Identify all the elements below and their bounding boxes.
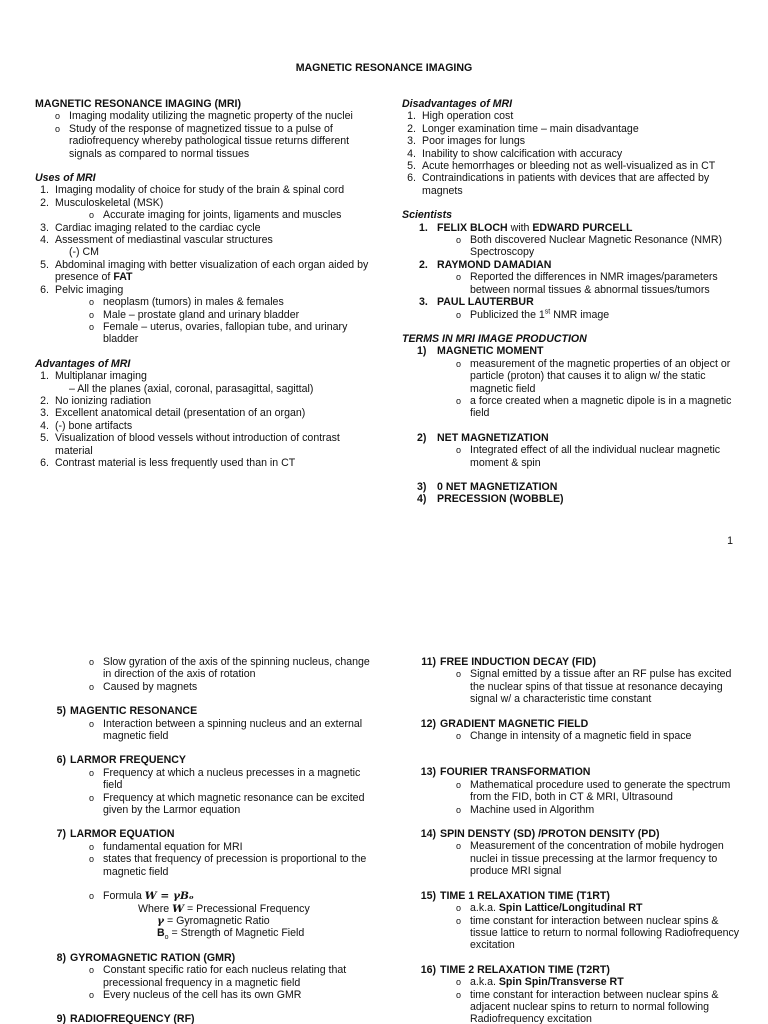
- scientist-2: 2. RAYMOND DAMADIAN: [419, 258, 552, 271]
- page-number: 1: [727, 535, 733, 547]
- larmor-formula: o Formula W = γBₒ: [89, 890, 194, 903]
- term-6: 6) LARMOR FREQUENCY: [56, 754, 186, 767]
- advantages-item: 5. Visualization of blood vessels without introduction of contrast material: [40, 432, 340, 457]
- term-note: o a force created when a magnetic dipole is in a magnetic field: [456, 394, 732, 420]
- uses-sub-bullet: o Accurate imaging for joints, ligaments and muscles: [89, 209, 342, 222]
- advantages-item: 3. Excellent anatomical detail (presentation of an organ): [40, 407, 306, 420]
- page2-left-column: [35, 656, 375, 1024]
- uses-item: 3. Cardiac imaging related to the cardiac cycle: [40, 221, 261, 234]
- formula-where-b: $B_o$ = Strength of Magnetic Field: [157, 927, 305, 942]
- term-note: o Frequency at which magnetic resonance can be excited given by the Larmor equation: [89, 791, 365, 817]
- term-note: o Interaction between a spinning nucleus and an external magnetic field: [89, 717, 363, 743]
- term-note: o Measurement of the concentration of mobile hydrogen nuclei in tissue precessing at the larmor frequency to produce MRI signal: [456, 840, 724, 878]
- term-note: o Integrated effect of all the individual nuclear magnetic moment & spin: [456, 444, 721, 469]
- term-16: 16) TIME 2 RELAXATION TIME (T2RT): [420, 963, 610, 976]
- advantages-item: 2. No ionizing radiation: [40, 394, 151, 407]
- term-8: 8) GYROMAGNETIC RATION (GMR): [56, 951, 236, 964]
- uses-sub-bullet: o Male – prostate gland and urinary bladder: [89, 308, 300, 321]
- advantages-planes-note: – All the planes (axial, coronal, parasagittal, sagittal): [69, 382, 314, 395]
- term-note: o Mathematical procedure used to generate the spectrum from the FID, both in CT & MRI, Ultrasound: [456, 778, 731, 804]
- formula-where-gamma: γ = Gyromagnetic Ratio: [157, 914, 270, 927]
- scientist-note: o Publicized the 1st NMR image: [456, 307, 610, 321]
- term-note: o measurement of the magnetic properties of an object or particle (proton) that causes it to align w/ the static magnetic field: [456, 357, 731, 395]
- term-note: o Change in intensity of a magnetic field in space: [456, 730, 692, 743]
- document-page-2: [0, 608, 768, 1024]
- scientist-note: o Reported the differences in NMR images/parameters between normal tissues & abnormal tissues/tumors: [456, 271, 718, 296]
- term-1: 1) MAGNETIC MOMENT: [417, 345, 544, 358]
- term-note: o a.k.a. Spin Lattice/Longitudinal RT: [456, 902, 643, 915]
- disadvantages-item: 2. Longer examination time – main disadvantage: [407, 122, 639, 135]
- advantages-heading: Advantages of MRI: [35, 357, 131, 370]
- term-note: o fundamental equation for MRI: [89, 840, 243, 853]
- uses-sub-bullet: o Female – uterus, ovaries, fallopian tube, and urinary bladder: [89, 320, 348, 346]
- term-note: o Every nucleus of the cell has its own GMR: [89, 988, 302, 1001]
- precession-note: o Slow gyration of the axis of the spinning nucleus, change in direction of the axis of rotation: [89, 656, 370, 681]
- page-gap: [0, 548, 768, 608]
- uses-item: 2. Musculoskeletal (MSK): [40, 196, 164, 209]
- term-3: 3) 0 NET MAGNETIZATION: [417, 480, 558, 493]
- uses-item: 1. Imaging modality of choice for study of the brain & spinal cord: [40, 184, 345, 197]
- right-column: [402, 98, 748, 506]
- formula-where-w: Where W = Precessional Frequency: [138, 902, 310, 915]
- term-note: o states that frequency of precession is proportional to the magnetic field: [89, 853, 367, 878]
- mri-bullet: o Study of the response of magnetized tissue to a pulse of radiofrequency whereby pathological tissue returns different signals as compared to normal tissues: [55, 122, 350, 160]
- mri-heading: MAGNETIC RESONANCE IMAGING (MRI): [35, 98, 241, 110]
- scientist-3: 3. PAUL LAUTERBUR: [419, 296, 534, 309]
- term-note: o Frequency at which a nucleus precesses in a magnetic field: [89, 766, 361, 792]
- left-column: [35, 98, 375, 469]
- term-note: o time constant for interaction between nuclear spins & tissue lattice to return to normal following Radiofrequency excitation: [456, 914, 740, 952]
- term-note: o Constant specific ratio for each nucleus relating that precessional frequency in a magnetic field: [89, 964, 347, 989]
- term-12: 12) GRADIENT MAGNETIC FIELD: [420, 717, 589, 730]
- term-13: 13) FOURIER TRANSFORMATION: [420, 766, 591, 779]
- term-note: o Machine used in Algorithm: [456, 803, 595, 816]
- uses-cm-note: (-) CM: [69, 246, 100, 259]
- disadvantages-item: 3. Poor images for lungs: [407, 135, 526, 148]
- scientist-note: o Both discovered Nuclear Magnetic Resonance (NMR) Spectroscopy: [456, 234, 723, 259]
- term-2: 2) NET MAGNETIZATION: [417, 431, 549, 444]
- disadvantages-heading: Disadvantages of MRI: [402, 98, 513, 110]
- uses-item: 5. Abdominal imaging with better visualization of each organ aided by presence of FAT: [40, 258, 369, 284]
- uses-item: 6. Pelvic imaging: [40, 283, 124, 296]
- document-title: MAGNETIC RESONANCE IMAGING: [295, 62, 473, 74]
- term-4: 4) PRECESSION (WOBBLE): [417, 493, 564, 506]
- mri-bullet: o Imaging modality utilizing the magnetic property of the nuclei: [55, 110, 353, 123]
- terms-heading: TERMS IN MRI IMAGE PRODUCTION: [402, 332, 587, 345]
- uses-item: 4. Assessment of mediastinal vascular structures: [40, 234, 273, 247]
- precession-note: o Caused by magnets: [89, 680, 198, 693]
- page2-right-column: [398, 656, 748, 1024]
- term-7: 7) LARMOR EQUATION: [56, 828, 175, 841]
- term-15: 15) TIME 1 RELAXATION TIME (T1RT): [420, 889, 610, 902]
- uses-heading: Uses of MRI: [35, 172, 96, 185]
- term-note: o time constant for interaction between nuclear spins & adjacent nuclear spins to return to normal following Radiofrequency excitation: [456, 988, 719, 1024]
- scientist-1: 1. FELIX BLOCH with EDWARD PURCELL: [419, 221, 633, 234]
- term-11: 11) FREE INDUCTION DECAY (FID): [421, 656, 596, 668]
- advantages-item: 6. Contrast material is less frequently used than in CT: [40, 456, 296, 469]
- advantages-item: 1. Multiplanar imaging: [40, 370, 147, 383]
- advantages-item: 4. (-) bone artifacts: [40, 419, 133, 432]
- term-note: o a.k.a. Spin Spin/Transverse RT: [456, 976, 624, 989]
- term-9: 9) RADIOFREQUENCY (RF): [56, 1013, 195, 1024]
- term-14: 14) SPIN DENSTY (SD) /PROTON DENSITY (PD): [420, 828, 660, 841]
- disadvantages-item: 5. Acute hemorrhages or bleeding not as well-visualized as in CT: [407, 160, 716, 173]
- disadvantages-item: 6. Contraindications in patients with devices that are affected by magnets: [407, 172, 710, 197]
- term-5: 5) MAGENTIC RESONANCE: [56, 705, 198, 718]
- disadvantages-item: 1. High operation cost: [407, 110, 514, 123]
- scientists-heading: Scientists: [402, 209, 453, 222]
- uses-sub-bullet: o neoplasm (tumors) in males & females: [89, 296, 284, 309]
- term-note: o Signal emitted by a tissue after an RF pulse has excited the nuclear spins of that tissue at resonance decaying signal w/ a characteristic time constant: [456, 668, 732, 706]
- disadvantages-item: 4. Inability to show calcification with accuracy: [407, 147, 623, 160]
